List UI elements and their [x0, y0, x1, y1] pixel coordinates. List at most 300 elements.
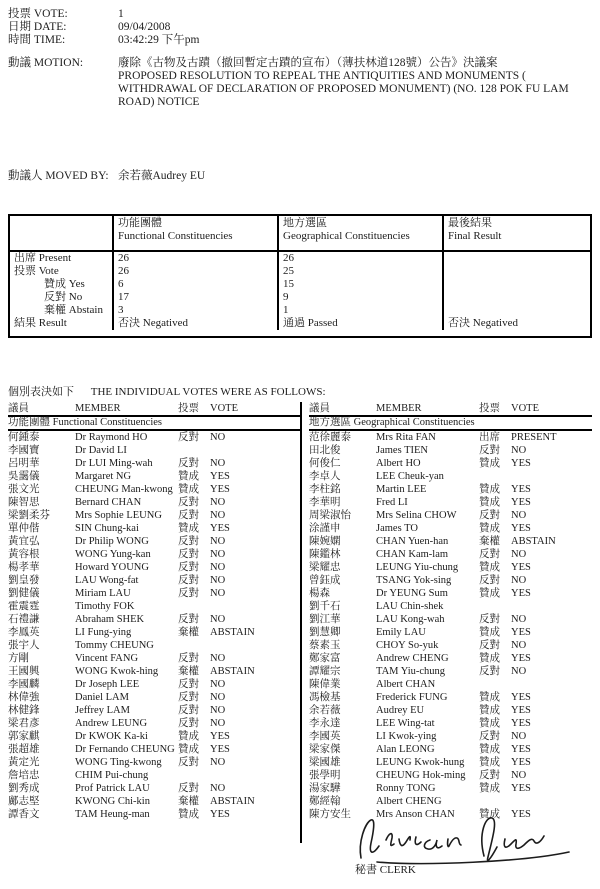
- table-row: [8, 444, 300, 457]
- member-name-zh: 李柱銘: [309, 484, 341, 495]
- summary-functional-value: 否決 Negatived: [112, 317, 277, 330]
- member-name-en: Dr YEUNG Sum: [376, 588, 448, 599]
- member-name-zh: 黃宜弘: [8, 536, 40, 547]
- summary-row-label: 贊成 Yes: [44, 278, 85, 290]
- vote-zh: 反對: [178, 679, 199, 690]
- vote-zh: 反對: [178, 562, 199, 573]
- vote-zh: 贊成: [178, 731, 199, 742]
- member-name-en: James TIEN: [376, 445, 429, 456]
- member-name-en: CHEUNG Hok-ming: [376, 770, 466, 781]
- vote-en: [511, 470, 592, 483]
- column-divider: [300, 402, 302, 843]
- member-name-zh: 黃容根: [8, 549, 40, 560]
- table-row: [8, 782, 300, 795]
- vote-zh: 贊成: [178, 744, 199, 755]
- summary-geographical-value: 15: [277, 278, 442, 291]
- vote-en: YES: [210, 809, 230, 820]
- table-row: [8, 548, 300, 561]
- vote-zh: [479, 678, 511, 691]
- vote-en: NO: [511, 575, 527, 586]
- motion-english-line: WITHDRAWAL OF DECLARATION OF PROPOSED MONUMENT) (NO. 128 POK FU LAM: [118, 83, 569, 95]
- vote-en: NO: [210, 549, 226, 560]
- vote-zh: 贊成: [479, 562, 500, 573]
- vote-zh: 反對: [178, 705, 199, 716]
- table-row: [309, 795, 592, 808]
- member-name-en: Timothy FOK: [75, 601, 135, 612]
- table-row: [309, 470, 592, 483]
- vote-en: NO: [210, 536, 226, 547]
- member-name-en: TSANG Yok-sing: [376, 575, 452, 586]
- member-name-en: Mrs Anson CHAN: [376, 809, 455, 820]
- vote-zh: 贊成: [479, 653, 500, 664]
- motion-row: [8, 57, 592, 109]
- member-name-en: Prof Patrick LAU: [75, 783, 150, 794]
- member-name-en: TAM Yiu-chung: [376, 666, 446, 677]
- vote-zh: [479, 600, 511, 613]
- table-row: [309, 600, 592, 613]
- member-name-en: Dr Joseph LEE: [75, 679, 140, 690]
- member-name-zh: 梁劉柔芬: [8, 510, 50, 521]
- vote-en: NO: [511, 666, 527, 677]
- member-name-zh: 吳靄儀: [8, 471, 40, 482]
- vote-en: [210, 639, 300, 652]
- member-name-zh: 梁家傑: [309, 744, 341, 755]
- member-name-zh: 劉慧卿: [309, 627, 341, 638]
- member-name-zh: 曾鈺成: [309, 575, 341, 586]
- vote-en: YES: [210, 731, 230, 742]
- individual-votes-section: [8, 386, 592, 821]
- vote-en: YES: [210, 523, 230, 534]
- member-name-en: LEUNG Kwok-hung: [376, 757, 465, 768]
- individual-votes-title-zh: 個別表決如下: [8, 386, 74, 398]
- summary-header-functional-zh: 功能團體: [118, 217, 162, 229]
- vote-en: YES: [511, 627, 531, 638]
- date-row: [8, 21, 592, 34]
- table-row: [8, 470, 300, 483]
- vote-en: YES: [511, 458, 531, 469]
- member-name-zh: 周梁淑怡: [309, 510, 351, 521]
- vote-zh: 贊成: [479, 497, 500, 508]
- member-name-zh: 劉江華: [309, 614, 341, 625]
- member-name-en: CHEUNG Man-kwong: [75, 484, 173, 495]
- vote-zh: 反對: [479, 666, 500, 677]
- vote-en: NO: [210, 783, 226, 794]
- vote-en: YES: [511, 718, 531, 729]
- table-row: [309, 717, 592, 730]
- vote-en: ABSTAIN: [210, 627, 255, 638]
- member-name-zh: 鄭經翰: [309, 796, 341, 807]
- vote-zh: [178, 444, 210, 457]
- member-name-en: WONG Ting-kwong: [75, 757, 162, 768]
- member-name-zh: 陳鑑林: [309, 549, 341, 560]
- member-name-en: Dr Philip WONG: [75, 536, 149, 547]
- member-name-en: Dr KWOK Ka-ki: [75, 731, 148, 742]
- table-row: [309, 691, 592, 704]
- table-row: [8, 496, 300, 509]
- member-name-zh: 田北俊: [309, 445, 341, 456]
- member-name-en: Tommy CHEUNG: [75, 640, 154, 651]
- vote-zh: 反對: [178, 575, 199, 586]
- vote-en: NO: [210, 497, 226, 508]
- vote-en: [210, 444, 300, 457]
- vote-en: [210, 769, 300, 782]
- moved-by-value: 余若薇Audrey EU: [118, 170, 206, 182]
- summary-functional-value: 17: [112, 291, 277, 304]
- vote-zh: 反對: [178, 718, 199, 729]
- vote-en: YES: [511, 562, 531, 573]
- summary-final-value: [442, 278, 590, 291]
- summary-header-geographical-zh: 地方選區: [283, 217, 327, 229]
- member-name-en: LAU Wong-fat: [75, 575, 139, 586]
- member-name-en: Martin LEE: [376, 484, 427, 495]
- motion-chinese: 廢除《古物及古蹟（撤回暫定古蹟的宣布）（薄扶林道128號）公告》決議案: [118, 57, 498, 69]
- member-name-en: LEE Cheuk-yan: [376, 471, 444, 482]
- vote-en: NO: [210, 432, 226, 443]
- member-name-zh: 范徐麗泰: [309, 432, 351, 443]
- motion-english-line: ROAD) NOTICE: [118, 96, 200, 108]
- vote-zh: [178, 639, 210, 652]
- member-name-zh: 譚耀宗: [309, 666, 341, 677]
- member-name-zh: 鄭家富: [309, 653, 341, 664]
- individual-votes-title-en: THE INDIVIDUAL VOTES WERE AS FOLLOWS:: [90, 386, 326, 398]
- time-value: 03:42:29 下午pm: [118, 34, 200, 46]
- table-row: [309, 652, 592, 665]
- vote-zh: 贊成: [178, 484, 199, 495]
- member-name-zh: 陳偉業: [309, 679, 341, 690]
- member-name-zh: 林健鋒: [8, 705, 40, 716]
- member-name-zh: 劉千石: [309, 601, 341, 612]
- motion-label: 動議 MOTION:: [8, 57, 84, 69]
- vote-en: NO: [511, 614, 527, 625]
- vote-en: [210, 600, 300, 613]
- member-name-zh: 張學明: [309, 770, 341, 781]
- vote-zh: 贊成: [479, 783, 500, 794]
- vote-zh: 反對: [479, 549, 500, 560]
- member-name-zh: 馮檢基: [309, 692, 341, 703]
- summary-row-label: 結果 Result: [14, 317, 67, 329]
- vote-zh: 贊成: [479, 627, 500, 638]
- member-name-en: CHAN Yuen-han: [376, 536, 449, 547]
- member-name-zh: 方剛: [8, 653, 29, 664]
- vote-en: ABSTAIN: [210, 666, 255, 677]
- member-name-en: CHAN Kam-lam: [376, 549, 449, 560]
- clerk-signature-line: [355, 878, 537, 889]
- vote-zh: 反對: [178, 497, 199, 508]
- vote-zh: 贊成: [479, 744, 500, 755]
- vote-en: ABSTAIN: [210, 796, 255, 807]
- vote-en: NO: [511, 640, 527, 651]
- table-row: [8, 613, 300, 626]
- member-name-en: Andrew CHENG: [376, 653, 449, 664]
- vote-en: NO: [210, 653, 226, 664]
- member-name-en: Margaret NG: [75, 471, 132, 482]
- vote-zh: 棄權: [178, 666, 199, 677]
- member-name-en: TAM Heung-man: [75, 809, 150, 820]
- vote-number-label: 投票 VOTE:: [8, 8, 68, 20]
- member-name-zh: 劉秀成: [8, 783, 40, 794]
- member-name-en: Vincent FANG: [75, 653, 139, 664]
- vote-zh: 棄權: [479, 536, 500, 547]
- member-name-zh: 譚香文: [8, 809, 40, 820]
- member-name-zh: 陳婉嫻: [309, 536, 341, 547]
- motion-english-line: PROPOSED RESOLUTION TO REPEAL THE ANTIQUITIES AND MONUMENTS (: [118, 70, 526, 82]
- summary-final-value: [442, 304, 590, 317]
- member-name-en: Albert CHAN: [376, 679, 436, 690]
- table-row: [8, 652, 300, 665]
- vote-en: NO: [210, 718, 226, 729]
- clerk-signature: [353, 812, 585, 870]
- table-row: [309, 483, 592, 496]
- member-name-en: LI Kwok-ying: [376, 731, 437, 742]
- vote-en-header: VOTE: [210, 403, 238, 414]
- geographical-group-header: 地方選區 Geographical Constituencies: [309, 417, 592, 431]
- vote-zh: 贊成: [479, 757, 500, 768]
- vote-zh: 反對: [178, 588, 199, 599]
- member-name-zh: 楊孝華: [8, 562, 40, 573]
- vote-zh: [479, 795, 511, 808]
- member-name-zh: 涂謹申: [309, 523, 341, 534]
- vote-zh: 反對: [479, 770, 500, 781]
- member-name-zh: 梁耀忠: [309, 562, 341, 573]
- vote-zh: 贊成: [178, 523, 199, 534]
- member-name-zh: 單仲偕: [8, 523, 40, 534]
- summary-geographical-value: 1: [277, 304, 442, 317]
- member-name-en: Fred LI: [376, 497, 408, 508]
- summary-functional-value: 3: [112, 304, 277, 317]
- summary-header-final-en: Final Result: [448, 230, 502, 242]
- vote-zh: 棄權: [178, 627, 199, 638]
- member-name-en: Audrey EU: [376, 705, 425, 716]
- vote-en: NO: [511, 770, 527, 781]
- vote-zh: 出席: [479, 432, 500, 443]
- vote-number-row: [8, 8, 592, 21]
- member-name-en: Andrew LEUNG: [75, 718, 148, 729]
- summary-header-geographical: [277, 216, 442, 252]
- vote-zh: 反對: [178, 458, 199, 469]
- member-name-zh: 石禮謙: [8, 614, 40, 625]
- member-en-header: MEMBER: [75, 403, 121, 414]
- member-name-en: LEUNG Yiu-chung: [376, 562, 459, 573]
- vote-zh: 贊成: [178, 809, 199, 820]
- table-row: [8, 483, 300, 496]
- vote-en: YES: [210, 471, 230, 482]
- table-row: [8, 561, 300, 574]
- motion-text: [118, 57, 586, 109]
- vote-en: PRESENT: [511, 432, 557, 443]
- vote-en-header: VOTE: [511, 403, 539, 414]
- member-name-zh: 李卓人: [309, 471, 341, 482]
- member-name-zh: 蔡素玉: [309, 640, 341, 651]
- table-row: [8, 704, 300, 717]
- table-row: [309, 769, 592, 782]
- vote-zh: 反對: [178, 432, 199, 443]
- vote-en: NO: [210, 562, 226, 573]
- vote-en: YES: [210, 744, 230, 755]
- table-row: [309, 639, 592, 652]
- member-name-en: WONG Kwok-hing: [75, 666, 159, 677]
- vote-zh: 反對: [178, 510, 199, 521]
- vote-zh: 反對: [178, 653, 199, 664]
- member-name-en: Mrs Selina CHOW: [376, 510, 457, 521]
- vote-zh: 反對: [178, 614, 199, 625]
- vote-number-value: 1: [118, 8, 124, 20]
- vote-en: NO: [210, 679, 226, 690]
- member-name-zh: 楊森: [309, 588, 330, 599]
- member-name-en: WONG Yung-kan: [75, 549, 151, 560]
- member-name-zh: 詹培忠: [8, 770, 40, 781]
- vote-zh: 贊成: [479, 588, 500, 599]
- summary-row-label: 投票 Vote: [14, 265, 59, 277]
- member-name-en: LEE Wing-tat: [376, 718, 435, 729]
- moved-by-label: 動議人 MOVED BY:: [8, 170, 109, 182]
- member-name-en: LAU Kong-wah: [376, 614, 445, 625]
- vote-en: YES: [511, 523, 531, 534]
- vote-zh: 贊成: [479, 809, 500, 820]
- table-row: [8, 795, 300, 808]
- summary-header-final: [442, 216, 590, 252]
- table-row: [8, 574, 300, 587]
- summary-header-functional-en: Functional Constituencies: [118, 230, 233, 242]
- vote-zh: 贊成: [479, 523, 500, 534]
- vote-zh-header: 投票: [479, 403, 500, 414]
- member-name-zh: 王國興: [8, 666, 40, 677]
- vote-en: NO: [511, 510, 527, 521]
- member-name-zh: 李國寶: [8, 445, 40, 456]
- vote-en: NO: [210, 614, 226, 625]
- vote-en: NO: [511, 731, 527, 742]
- table-row: [8, 509, 300, 522]
- summary-functional-value: 26: [112, 252, 277, 265]
- time-row: [8, 34, 592, 47]
- vote-zh-header: 投票: [178, 403, 199, 414]
- table-row: [309, 756, 592, 769]
- functional-column-header: [8, 402, 300, 417]
- moved-by-row: [8, 170, 592, 183]
- table-row: [8, 743, 300, 756]
- member-name-zh: 何俊仁: [309, 458, 341, 469]
- member-name-zh: 張宇人: [8, 640, 40, 651]
- member-name-en: Daniel LAM: [75, 692, 129, 703]
- geographical-votes-column: [300, 402, 592, 821]
- member-name-zh: 李華明: [309, 497, 341, 508]
- member-name-en: James TO: [376, 523, 418, 534]
- summary-geographical-value: 26: [277, 252, 442, 265]
- vote-en: YES: [511, 783, 531, 794]
- summary-final-value: [442, 252, 590, 265]
- table-row: [309, 743, 592, 756]
- member-name-zh: 劉健儀: [8, 588, 40, 599]
- vote-en: YES: [511, 809, 531, 820]
- summary-header-functional: [112, 216, 277, 252]
- vote-en: NO: [511, 445, 527, 456]
- member-zh-header: 議員: [309, 403, 330, 414]
- member-name-zh: 李國麟: [8, 679, 40, 690]
- vote-zh: [479, 470, 511, 483]
- member-name-zh: 鄺志堅: [8, 796, 40, 807]
- vote-summary-table: [8, 214, 592, 338]
- member-name-en: CHOY So-yuk: [376, 640, 439, 651]
- member-name-en: Jeffrey LAM: [75, 705, 130, 716]
- table-row: [309, 678, 592, 691]
- summary-final-value: 否決 Negatived: [442, 317, 590, 330]
- member-name-zh: 余若薇: [309, 705, 341, 716]
- member-name-en: Bernard CHAN: [75, 497, 142, 508]
- table-row: [309, 431, 592, 444]
- table-row: [8, 756, 300, 769]
- member-name-en: Ronny TONG: [376, 783, 436, 794]
- summary-geographical-value: 通過 Passed: [277, 317, 442, 330]
- member-name-en: Dr Fernando CHEUNG: [75, 744, 175, 755]
- member-name-zh: 李國英: [309, 731, 341, 742]
- vote-zh: 反對: [178, 549, 199, 560]
- summary-row-label: 棄權 Abstain: [44, 304, 103, 316]
- table-row: [8, 522, 300, 535]
- vote-zh: [178, 600, 210, 613]
- summary-corner-cell: [10, 216, 112, 252]
- table-row: [8, 626, 300, 639]
- vote-zh: 贊成: [479, 705, 500, 716]
- vote-en: [511, 600, 592, 613]
- vote-en: NO: [511, 549, 527, 560]
- member-name-en: Howard YOUNG: [75, 562, 149, 573]
- vote-zh: 反對: [178, 692, 199, 703]
- table-row: [309, 613, 592, 626]
- member-name-zh: 劉皇發: [8, 575, 40, 586]
- table-row: [309, 782, 592, 795]
- vote-zh: 反對: [178, 757, 199, 768]
- table-row: [8, 730, 300, 743]
- vote-en: YES: [511, 692, 531, 703]
- time-label: 時間 TIME:: [8, 34, 66, 46]
- member-name-en: Miriam LAU: [75, 588, 131, 599]
- vote-en: YES: [511, 484, 531, 495]
- table-row: [8, 600, 300, 613]
- summary-functional-value: 26: [112, 265, 277, 278]
- vote-zh: 棄權: [178, 796, 199, 807]
- member-name-zh: 何鍾泰: [8, 432, 40, 443]
- member-name-zh: 梁國雄: [309, 757, 341, 768]
- member-name-en: Mrs Sophie LEUNG: [75, 510, 162, 521]
- vote-zh: 贊成: [178, 471, 199, 482]
- vote-en: NO: [210, 692, 226, 703]
- member-en-header: MEMBER: [376, 403, 422, 414]
- member-name-zh: 李鳳英: [8, 627, 40, 638]
- vote-en: NO: [210, 575, 226, 586]
- member-name-en: Mrs Rita FAN: [376, 432, 436, 443]
- vote-zh: 反對: [479, 731, 500, 742]
- functional-group-header: 功能團體 Functional Constituencies: [8, 417, 300, 431]
- table-row: [8, 678, 300, 691]
- functional-votes-column: [8, 402, 300, 821]
- table-row: [309, 496, 592, 509]
- member-name-en: SIN Chung-kai: [75, 523, 139, 534]
- member-name-zh: 郭家麒: [8, 731, 40, 742]
- clerk-label: 秘書 CLERK: [355, 864, 416, 876]
- table-row: [309, 522, 592, 535]
- table-row: [309, 665, 592, 678]
- member-name-zh: 黃定光: [8, 757, 40, 768]
- table-row: [8, 717, 300, 730]
- vote-zh: 贊成: [479, 692, 500, 703]
- vote-zh: 反對: [479, 445, 500, 456]
- table-row: [309, 574, 592, 587]
- member-name-zh: 陳智思: [8, 497, 40, 508]
- summary-geographical-value: 9: [277, 291, 442, 304]
- vote-en: YES: [511, 588, 531, 599]
- vote-zh: 贊成: [479, 718, 500, 729]
- table-row: [8, 431, 300, 444]
- vote-en: YES: [210, 484, 230, 495]
